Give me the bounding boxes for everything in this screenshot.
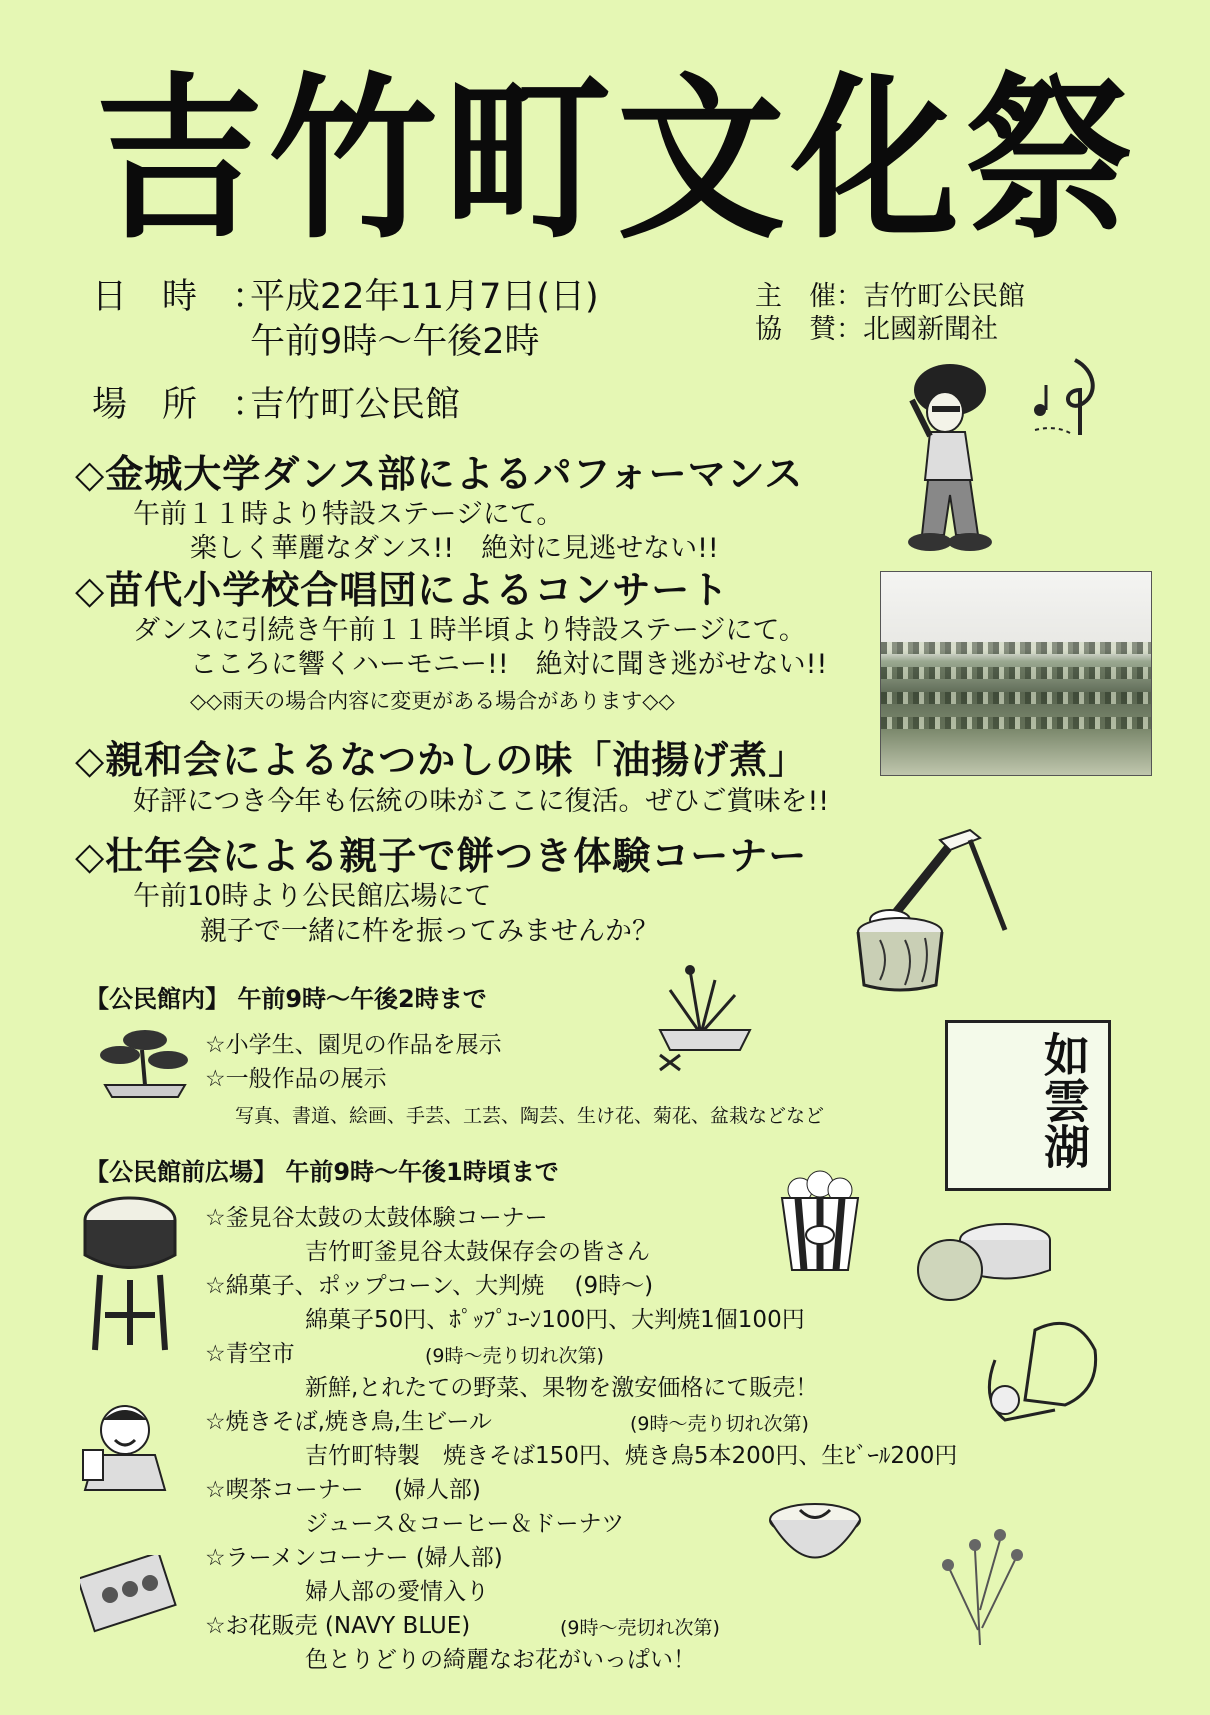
outdoor-line: 綿菓子50円、ﾎﾟｯﾌﾟｺｰﾝ100円、大判焼1個100円 [305,1307,805,1333]
outdoor-aside: (9時～売切れ次第) [560,1617,720,1639]
outdoor-line: ☆綿菓子、ポップコーン、大判焼 (9時～) [205,1273,654,1299]
music-note-icon [1025,355,1125,445]
place-value: 吉竹町公民館 [250,385,461,425]
highlight-line: こころに響くハーモニー!! 絶対に聞き逃がせない!! [190,649,828,680]
mochi-mortar-icon [830,820,1030,1000]
calligraphy-sign [945,1020,1111,1191]
highlight-heading: ◇親和会によるなつかしの味「油揚げ煮」 [75,738,808,782]
indoor-item: ☆小学生、園児の作品を展示 [205,1032,502,1058]
outdoor-aside: (9時～売り切れ次第) [630,1413,809,1435]
host: 主 催：吉竹町公民館 [755,281,1025,312]
outdoor-heading: 【公民館前広場】 午前9時～午後1時頃まで [85,1158,559,1186]
highlight-line: 午前１１時より特設ステージにて。 [133,499,564,530]
yakitori-icon [80,1555,180,1635]
outdoor-line: ジュース＆コーヒー＆ドーナツ [305,1511,625,1537]
choir-photo [880,571,1152,776]
outdoor-line: ☆ラーメンコーナー (婦人部) [205,1545,503,1571]
popcorn-icon [770,1170,870,1275]
outdoor-line: ☆お花販売 (NAVY BLUE) [205,1613,494,1639]
time-value: 午前9時～午後2時 [250,322,540,362]
beer-man-icon [75,1395,175,1495]
date-value: 平成22年11月7日(日) [250,277,599,317]
flowers-icon [920,1510,1040,1650]
indoor-detail: 写真、書道、絵画、手芸、工芸、陶芸、生け花、菊花、盆栽などなど [235,1105,825,1127]
date-label: 日 時 ： [92,277,268,317]
bonsai-icon [90,1025,200,1105]
highlight-heading: ◇金城大学ダンス部によるパフォーマンス [75,452,804,496]
outdoor-line: 吉竹町特製 焼きそば150円、焼き鳥5本200円、生ﾋﾞｰﾙ200円 [305,1443,958,1469]
ramen-icon [760,1495,870,1590]
highlight-line: 楽しく華麗なダンス!! 絶対に見逃せない!! [190,533,719,564]
outdoor-line: 色とりどりの綺麗なお花がいっぱい！ [305,1647,696,1673]
highlight-line: 好評につき今年も伝統の味がここに復活。ぜひご賞味を!! [133,786,830,817]
place-label: 場 所 ： [92,385,268,425]
indoor-heading: 【公民館内】 午前9時～午後2時まで [85,985,487,1013]
highlight-line: 午前10時より公民館広場にて [133,881,492,912]
highlight-heading: ◇壮年会による親子で餅つき体験コーナー [75,834,808,878]
ikebana-icon [640,960,770,1090]
taiko-drum-icon [75,1195,185,1355]
highlight-line: 親子で一緒に杵を振ってみませんか？ [200,916,659,947]
outdoor-line: 新鮮,とれたての野菜、果物を激安価格にて販売！ [305,1375,819,1401]
highlight-line: ダンスに引続き午前１１時半頃より特設ステージにて。 [133,615,806,646]
outdoor-line: ☆喫茶コーナー (婦人部) [205,1477,481,1503]
outdoor-aside: (9時～売り切れ次第) [425,1345,604,1367]
outdoor-line: 婦人部の愛情入り [305,1579,489,1605]
outdoor-line: ☆焼きそば,焼き鳥,生ビール [205,1409,492,1435]
rain-note: ◇◇雨天の場合内容に変更がある場合があります◇◇ [190,689,675,713]
sponsor: 協 賛：北國新聞社 [755,314,998,345]
vegetables-icon [975,1310,1115,1430]
sign-text: 如雲湖 [1037,1031,1091,1169]
obanyaki-icon [910,1215,1060,1310]
outdoor-line: ☆釜見谷太鼓の太鼓体験コーナー [205,1205,548,1231]
page-title: 吉竹町文化祭 [95,57,1139,263]
outdoor-line: ☆青空市 [205,1341,295,1367]
indoor-item: ☆一般作品の展示 [205,1066,387,1092]
highlight-heading: ◇苗代小学校合唱団によるコンサート [75,568,730,612]
outdoor-line: 吉竹町釜見谷太鼓保存会の皆さん [305,1239,650,1265]
